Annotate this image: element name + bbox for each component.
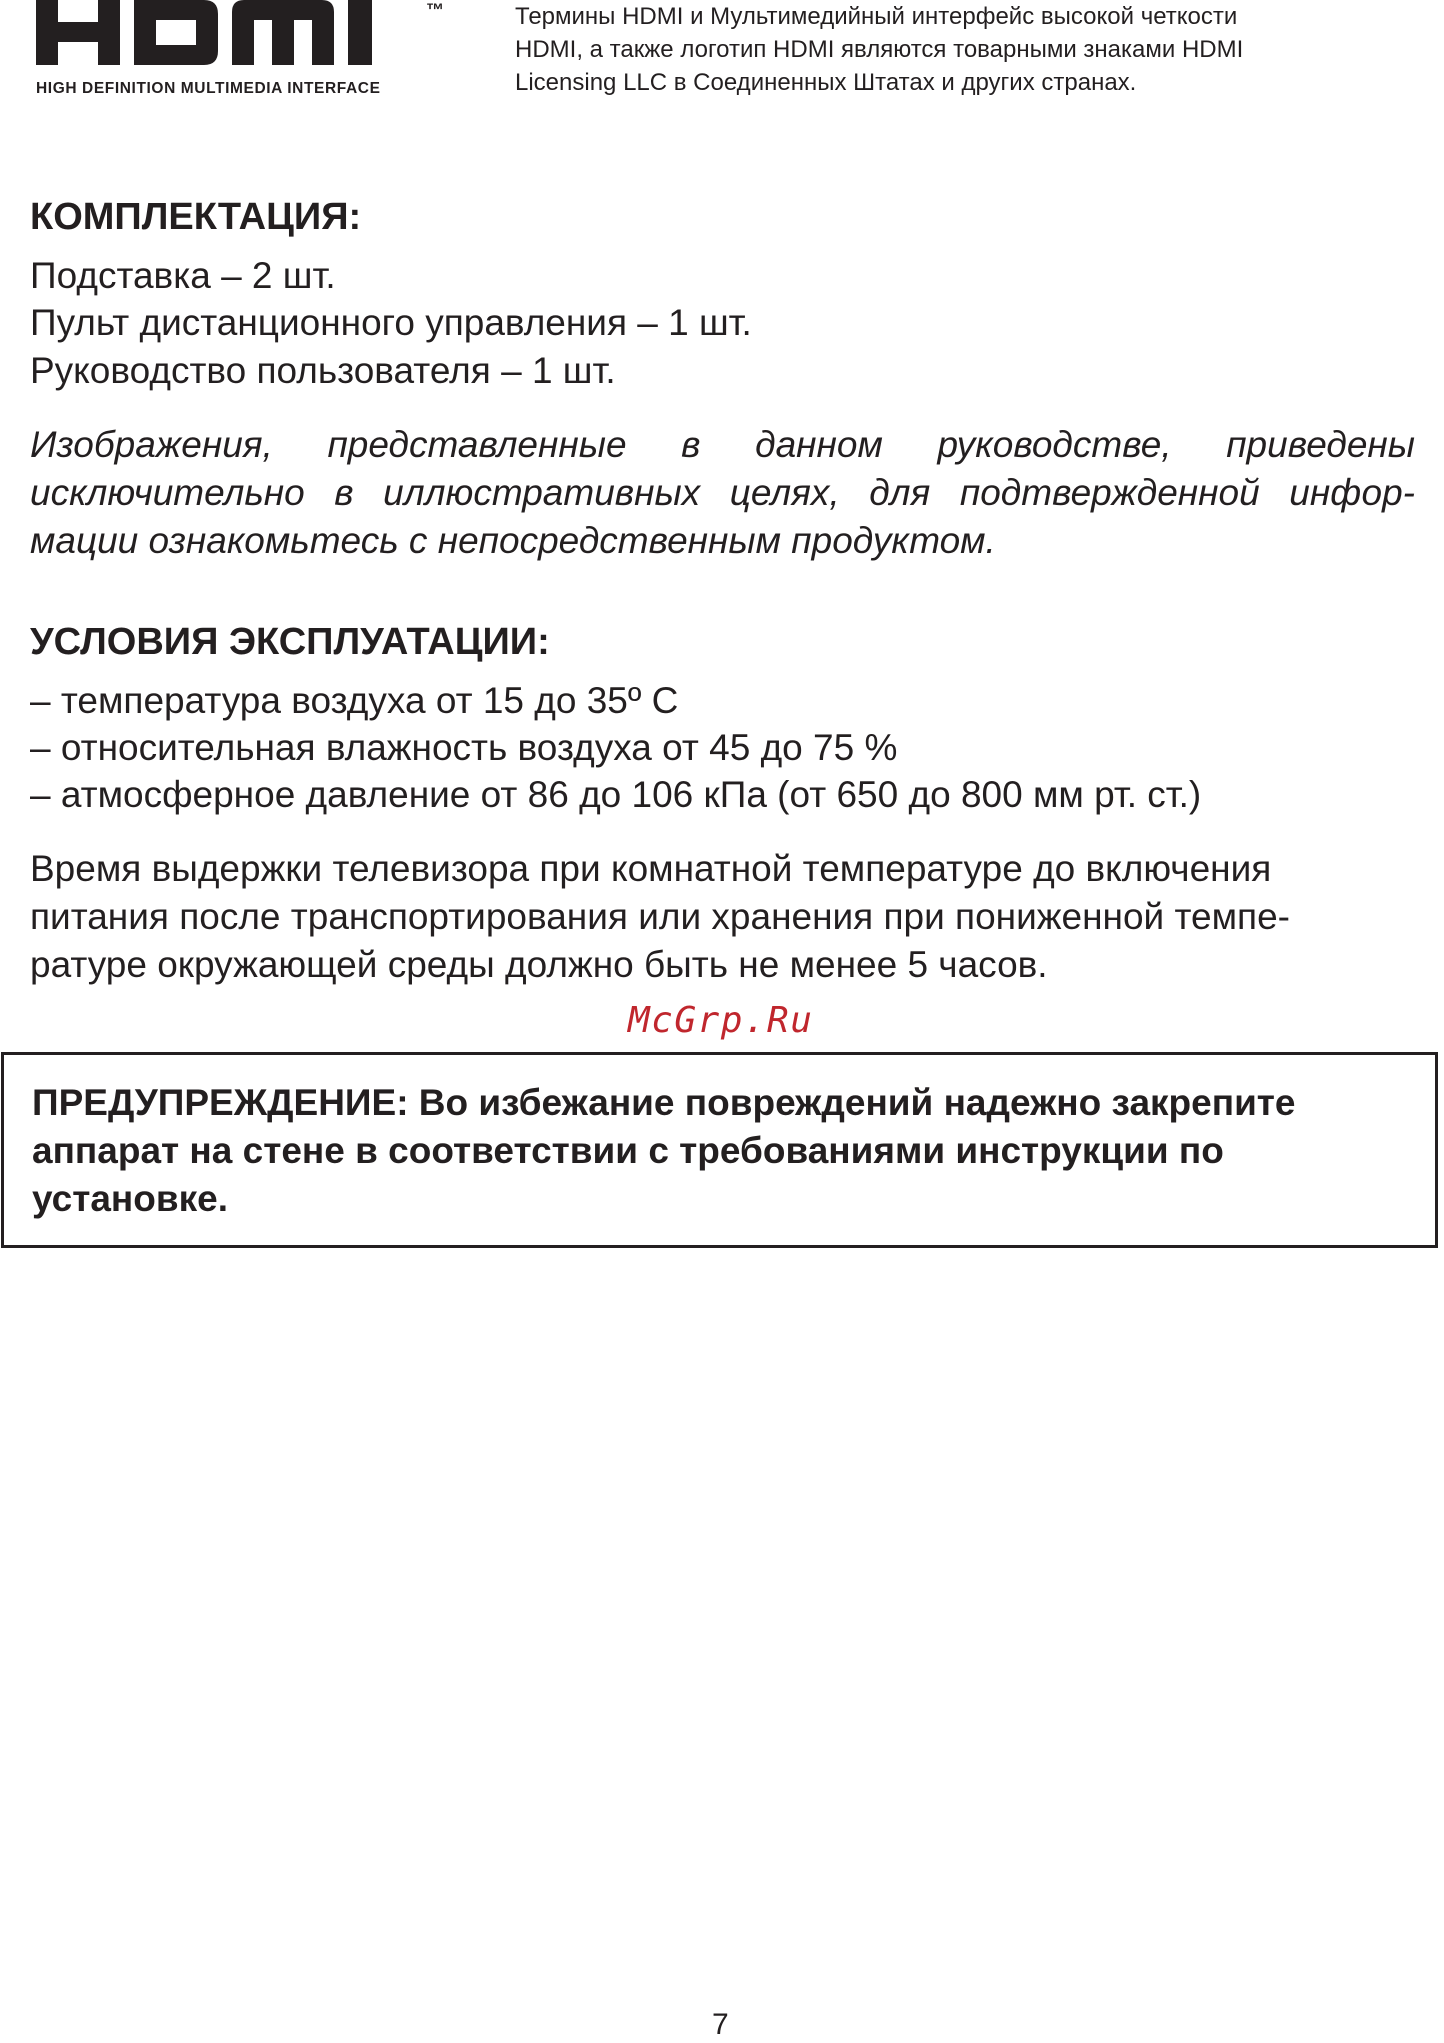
trademark-notice (515, 0, 1395, 99)
condition-item: – относительная влажность воздуха от 45 до 75 % (30, 727, 898, 768)
page-number: 7 (712, 2008, 729, 2041)
illustration-note-line: мации ознакомьтесь с непосредственным продуктом. (30, 520, 996, 561)
trademark-notice-line: Термины HDMI и Мультимедийный интерфейс высокой четкости (515, 3, 1238, 30)
package-item: Руководство пользователя – 1 шт. (30, 350, 616, 391)
acclimation-line: Время выдержки телевизора при комнатной температуре до включения (30, 848, 1272, 889)
illustration-note-line: Изображения, представленные в данном руководстве, приведены (30, 424, 1415, 465)
warning-line: аппарат на стене в соответствии с требованиями инструкции по (32, 1130, 1224, 1171)
package-item: Пульт дистанционного управления – 1 шт. (30, 302, 752, 343)
acclimation-paragraph (30, 845, 1420, 989)
package-title: КОМПЛЕКТАЦИЯ: (30, 196, 362, 238)
warning-box (1, 1052, 1438, 1248)
package-item: Подставка – 2 шт. (30, 255, 336, 296)
illustration-note (30, 421, 1415, 565)
trademark-symbol: ™ (426, 0, 444, 20)
hdmi-wordmark (36, 0, 416, 70)
acclimation-line: ратуре окружающей среды должно быть не менее 5 часов. (30, 944, 1048, 985)
acclimation-line: питания после транспортирования или хранения при пониженной темпе- (30, 896, 1290, 937)
warning-text (32, 1079, 1422, 1223)
warning-line: установке. (32, 1178, 229, 1219)
condition-item: – температура воздуха от 15 до 35º С (30, 680, 679, 721)
warning-line: ПРЕДУПРЕЖДЕНИЕ: Во избежание повреждений надежно закрепите (32, 1082, 1296, 1123)
illustration-note-line: исключительно в иллюстративных целях, для подтвержденной инфор- (30, 472, 1415, 513)
trademark-notice-line: HDMI, а также логотип HDMI являются товарными знаками HDMI (515, 36, 1244, 63)
conditions-title: УСЛОВИЯ ЭКСПЛУАТАЦИИ: (30, 621, 550, 663)
hdmi-logo-subtitle: HIGH DEFINITION MULTIMEDIA INTERFACE (36, 80, 381, 97)
hdmi-logo (36, 0, 456, 100)
trademark-notice-line: Licensing LLC в Соединенных Штатах и других странах. (515, 69, 1137, 96)
condition-item: – атмосферное давление от 86 до 106 кПа (от 650 до 800 мм рт. ст.) (30, 774, 1202, 815)
watermark: McGrp.Ru (628, 1000, 814, 1041)
